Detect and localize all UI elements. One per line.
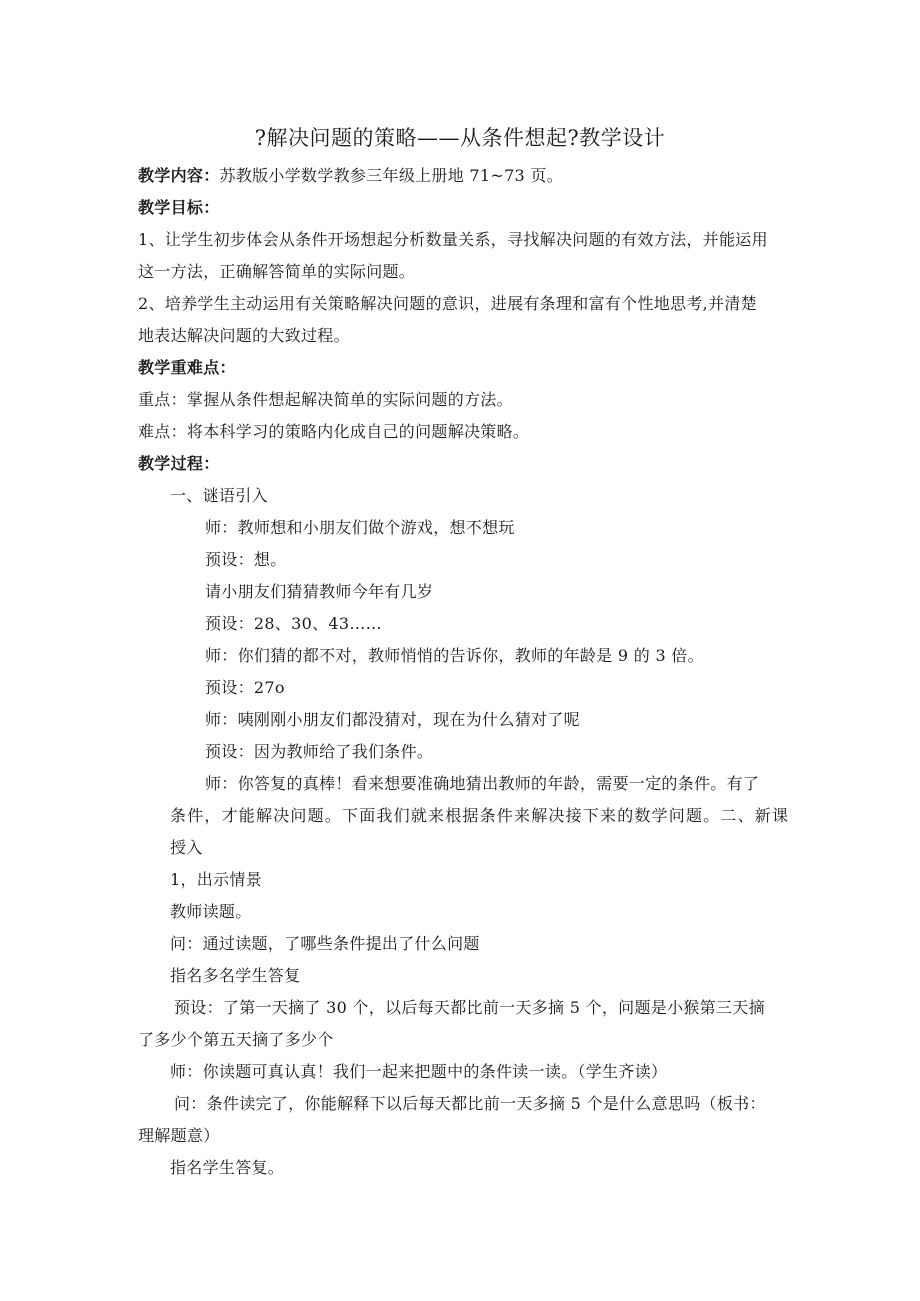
dialogue-line: 预设：因为教师给了我们条件。 <box>205 742 434 761</box>
content-line <box>138 166 563 186</box>
paragraph-line: 授入 <box>170 838 203 857</box>
dialogue-line: 师：咦刚刚小朋友们都没猜对，现在为什么猜对了呢 <box>205 710 580 729</box>
focus-line: 重点：掌握从条件想起解决简单的实际问题的方法。 <box>138 390 513 409</box>
goal-1-line-2: 这一方法，正确解答简单的实际问题。 <box>138 262 416 281</box>
content-text: 苏教版小学数学教参三年级上册地 71~73 页。 <box>219 166 564 185</box>
goal-1-line-1: 1、让学生初步体会从条件开场想起分析数量关系，寻找解决问题的有效方法，并能运用 <box>138 230 768 249</box>
question-2-line-2: 理解题意） <box>138 1126 220 1145</box>
dialogue-line: 师：你们猜的都不对，教师悄悄的告诉你，教师的年龄是 9 的 3 倍。 <box>205 646 704 665</box>
paragraph-line: 师：你答复的真棒！看来想要准确地猜出教师的年龄，需要一定的条件。有了 <box>205 774 760 793</box>
key-points-label: 教学重难点： <box>138 358 236 377</box>
goals-label: 教学目标： <box>138 198 220 217</box>
preset-line-2: 了多少个第五天摘了多少个 <box>138 1030 334 1049</box>
teacher-praise-line: 师：你读题可真认真！我们一起来把题中的条件读一读。（学生齐读） <box>170 1062 668 1081</box>
question-2-line-1: 问：条件读完了，你能解释下以后每天都比前一天多摘 5 个是什么意思吗（板书： <box>174 1094 766 1113</box>
goal-2-line-2: 地表达解决问题的大致过程。 <box>138 326 350 345</box>
dialogue-line: 预设：27o <box>205 678 285 697</box>
call-student-line: 指名学生答复。 <box>170 1158 285 1177</box>
call-students-line: 指名多名学生答复 <box>170 966 301 985</box>
paragraph-line: 条件，才能解决问题。下面我们就来根据条件来解决接下来的数学问题。二、新课 <box>170 806 790 825</box>
dialogue-line: 师：教师想和小朋友们做个游戏，想不想玩 <box>205 518 515 537</box>
process-label: 教学过程： <box>138 454 220 473</box>
section-1-heading: 一、谜语引入 <box>170 486 268 505</box>
goal-2-line-1: 2、培养学生主动运用有关策略解决问题的意识，进展有条理和富有个性地思考,并清楚 <box>138 294 757 313</box>
preset-line-1: 预设：了第一天摘了 30 个，以后每天都比前一天多摘 5 个，问题是小猴第三天摘 <box>174 998 765 1017</box>
page-title: ?解决问题的策略——从条件想起?教学设计 <box>254 126 666 150</box>
dialogue-line: 预设：28、30、43…… <box>205 614 382 633</box>
content-label: 教学内容： <box>138 166 220 185</box>
difficulty-line: 难点：将本科学习的策略内化成自己的问题解决策略。 <box>138 422 530 441</box>
question-1-line: 问：通过读题，了哪些条件提出了什么问题 <box>170 934 480 953</box>
teacher-read-line: 教师读题。 <box>170 902 252 921</box>
dialogue-line: 请小朋友们猜猜教师今年有几岁 <box>205 582 434 601</box>
dialogue-line: 预设：想。 <box>205 550 287 569</box>
step-1-heading: 1，出示情景 <box>170 870 262 889</box>
